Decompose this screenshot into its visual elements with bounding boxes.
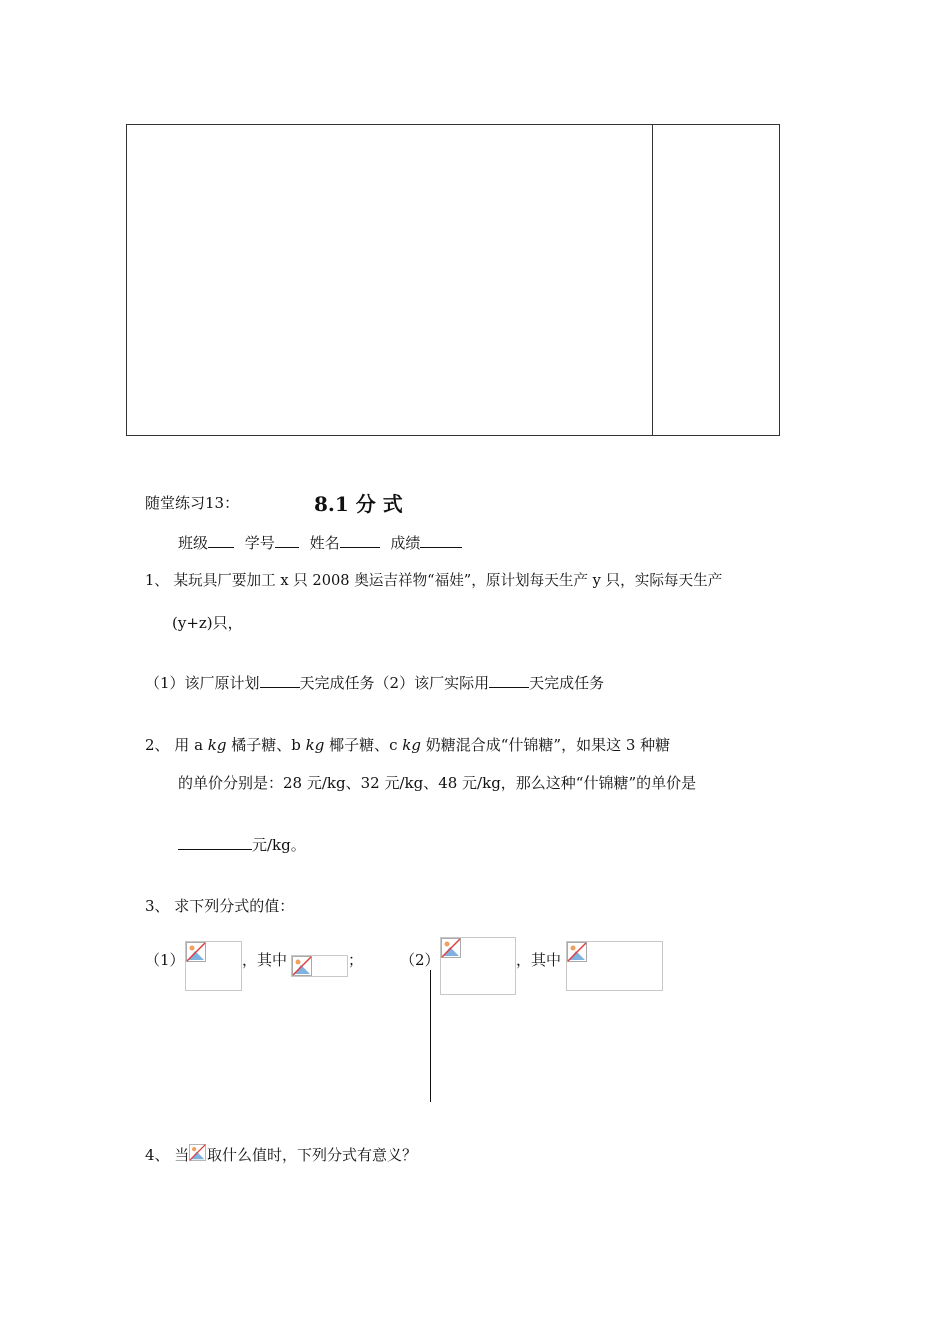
broken-image-icon — [567, 942, 587, 962]
id-label: 学号 — [244, 534, 275, 552]
q2-text-b: 橘子糖、b — [226, 736, 306, 754]
name-blank[interactable] — [340, 533, 380, 548]
q1-part-a-blank[interactable] — [260, 673, 300, 688]
broken-image-icon — [189, 1143, 206, 1162]
broken-image-icon — [292, 956, 312, 976]
score-label: 成绩 — [390, 534, 421, 552]
q2-unit-text: 元/kg。 — [252, 836, 306, 854]
q4-pre: 4、 当 — [145, 1146, 190, 1164]
q3-line1: 3、 求下列分式的值： — [145, 897, 295, 915]
q3-part2-where: ，其中 — [516, 951, 562, 969]
broken-image-icon — [441, 938, 461, 958]
q1-line2: (y+z)只， — [172, 614, 243, 632]
q3-part1-end: ； — [348, 951, 364, 969]
class-blank[interactable] — [208, 533, 234, 548]
q2-text-c: 椰子糖、c — [324, 736, 403, 754]
q2-line1 — [145, 734, 670, 755]
q2-text-d: 奶糖混合成“什锦糖”，如果这 3 种糖 — [420, 736, 671, 754]
q2-line2: 的单价分别是：28 元/kg、32 元/kg、48 元/kg，那么这种“什锦糖”的单价是 — [178, 774, 697, 792]
q3-part1-where: ，其中 — [242, 951, 288, 969]
q1-line1: 1、 某玩具厂要加工 x 只 2008 奥运吉祥物“福娃”，原计划每天生产 y 只，实际每天生产 — [145, 572, 723, 589]
q1-part-b-text: 天完成任务（2）该厂实际用 — [299, 674, 490, 692]
class-label: 班级 — [178, 534, 209, 552]
q3-part2-label: （2） — [400, 951, 440, 969]
header-table — [126, 124, 780, 436]
exercise-label: 随堂练习13： — [145, 494, 240, 512]
q1-part-b-end: 天完成任务 — [529, 674, 605, 692]
broken-image-icon — [186, 942, 206, 962]
q2-text-a: 2、 用 a — [145, 736, 208, 754]
q2-line3 — [178, 834, 306, 855]
unit-kg: kg — [207, 736, 227, 754]
q4-post: 取什么值时，下列分式有意义？ — [207, 1146, 418, 1164]
vertical-line — [430, 970, 431, 1102]
table-divider — [652, 125, 653, 435]
q1-part-a-text: （1）该厂原计划 — [145, 674, 260, 692]
q1-part-b-blank[interactable] — [489, 673, 529, 688]
q2-price-blank[interactable] — [178, 835, 252, 850]
q1-parts — [145, 672, 604, 693]
page-title: 8.1 分 式 — [314, 492, 403, 516]
unit-kg: kg — [402, 736, 421, 754]
unit-kg: kg — [305, 736, 325, 754]
student-info-line — [178, 532, 462, 553]
q3-part1-label: （1） — [145, 951, 185, 969]
id-blank[interactable] — [275, 533, 299, 548]
name-label: 姓名 — [309, 534, 340, 552]
score-blank[interactable] — [420, 533, 462, 548]
